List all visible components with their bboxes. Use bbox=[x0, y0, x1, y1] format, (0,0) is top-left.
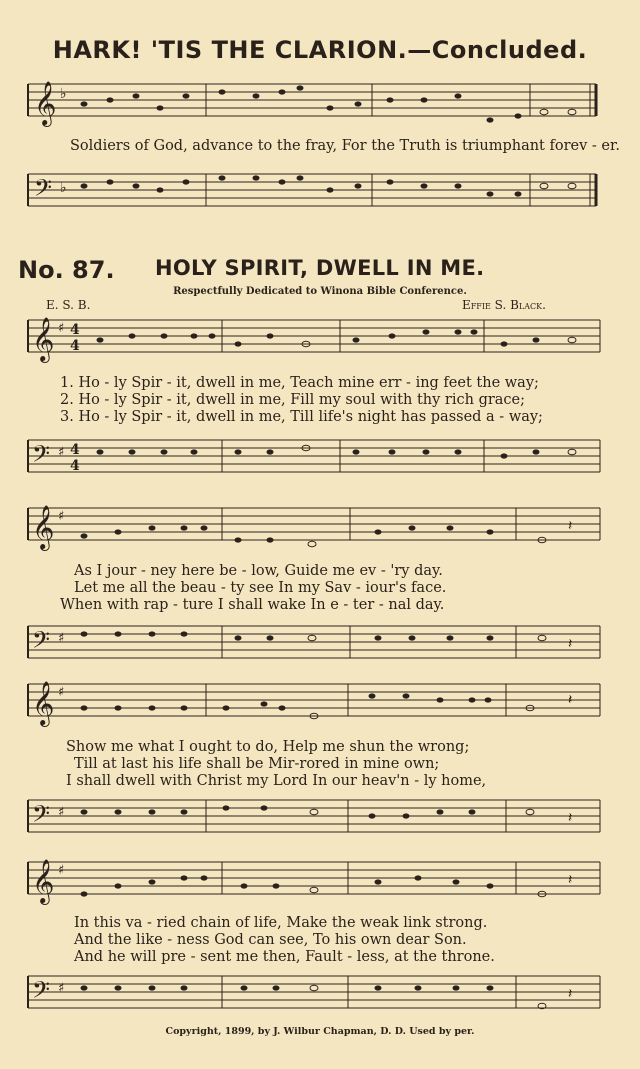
svg-text:𝄢: 𝄢 bbox=[32, 976, 51, 1009]
svg-text:♯: ♯ bbox=[58, 445, 65, 460]
svg-text:𝄢: 𝄢 bbox=[34, 174, 53, 207]
svg-text:𝄢: 𝄢 bbox=[32, 626, 51, 659]
svg-text:𝄞: 𝄞 bbox=[32, 681, 55, 725]
svg-text:𝄢: 𝄢 bbox=[32, 440, 51, 473]
system-3-treble bbox=[0, 676, 640, 736]
system-1-lyric-1: 1. Ho - ly Spir - it, dwell in me, Teach mine err - ing feet the way; bbox=[60, 375, 539, 391]
staff-svg bbox=[0, 790, 640, 850]
system-4-lyric-2: And the like - ness God can see, To his own dear Son. bbox=[74, 932, 467, 948]
svg-text:♯: ♯ bbox=[58, 631, 65, 646]
svg-text:𝄽: 𝄽 bbox=[568, 518, 573, 534]
svg-text:♭: ♭ bbox=[60, 86, 67, 102]
staff-svg bbox=[0, 966, 640, 1026]
system-4-bass bbox=[0, 966, 640, 1026]
continued-hymn-title: HARK! 'TIS THE CLARION.—Concluded. bbox=[52, 36, 588, 64]
svg-text:4: 4 bbox=[70, 338, 80, 354]
words-by: E. S. B. bbox=[46, 298, 91, 312]
svg-text:𝄞: 𝄞 bbox=[32, 859, 55, 903]
svg-text:♯: ♯ bbox=[58, 321, 65, 336]
treble-staff-svg bbox=[0, 76, 640, 136]
concluded-bass-staff bbox=[0, 164, 640, 224]
system-2-treble bbox=[0, 500, 640, 560]
system-1-lyric-2: 2. Ho - ly Spir - it, dwell in me, Fill my soul with thy rich grace; bbox=[60, 392, 526, 408]
system-2-lyric-3: When with rap - ture I shall wake In e - ter - nal day. bbox=[60, 597, 445, 613]
system-3-lyric-3: I shall dwell with Christ my Lord In our heav'n - ly home, bbox=[66, 773, 487, 789]
svg-text:𝄞: 𝄞 bbox=[34, 81, 57, 125]
svg-text:𝄽: 𝄽 bbox=[568, 810, 573, 826]
system-4-lyric-1: In this va - ried chain of life, Make the weak link strong. bbox=[74, 915, 488, 931]
system-1-treble bbox=[0, 312, 640, 372]
svg-text:𝄽: 𝄽 bbox=[568, 636, 573, 652]
copyright-notice: Copyright, 1899, by J. Wilbur Chapman, D. D. Used by per. bbox=[165, 1026, 475, 1037]
svg-text:𝄽: 𝄽 bbox=[568, 692, 573, 708]
staff-svg bbox=[0, 616, 640, 676]
svg-text:𝄽: 𝄽 bbox=[568, 872, 573, 888]
svg-text:♯: ♯ bbox=[58, 509, 65, 524]
system-4-lyric-3: And he will pre - sent me then, Fault - less, at the throne. bbox=[74, 949, 495, 965]
concluded-lyric: Soldiers of God, advance to the fray, For the Truth is triumphant forev - er. bbox=[70, 138, 620, 154]
system-2-lyric-1: As I jour - ney here be - low, Guide me ev - 'ry day. bbox=[74, 563, 443, 579]
svg-text:𝄽: 𝄽 bbox=[568, 986, 573, 1002]
svg-text:𝄞: 𝄞 bbox=[32, 505, 55, 549]
dedication: Respectfully Dedicated to Winona Bible Conference. bbox=[173, 286, 467, 297]
svg-text:4: 4 bbox=[70, 442, 80, 458]
hymn-title: HOLY SPIRIT, DWELL IN ME. bbox=[155, 256, 485, 280]
svg-text:4: 4 bbox=[70, 322, 80, 338]
svg-text:♭: ♭ bbox=[60, 180, 67, 196]
bass-staff-svg bbox=[0, 164, 640, 224]
staff-svg bbox=[0, 500, 640, 560]
staff-svg bbox=[0, 430, 640, 490]
staff-svg bbox=[0, 312, 640, 372]
hymn-number: No. 87. bbox=[18, 256, 115, 284]
system-4-treble bbox=[0, 854, 640, 914]
svg-text:♯: ♯ bbox=[58, 685, 65, 700]
system-2-lyric-2: Let me all the beau - ty see In my Sav - iour's face. bbox=[74, 580, 447, 596]
svg-text:𝄢: 𝄢 bbox=[32, 800, 51, 833]
system-3-lyric-1: Show me what I ought to do, Help me shun the wrong; bbox=[66, 739, 470, 755]
system-1-bass bbox=[0, 430, 640, 490]
music-by: Effie S. Black. bbox=[462, 298, 546, 312]
svg-text:♯: ♯ bbox=[58, 805, 65, 820]
system-2-bass bbox=[0, 616, 640, 676]
system-1-lyric-3: 3. Ho - ly Spir - it, dwell in me, Till life's night has passed a - way; bbox=[60, 409, 543, 425]
system-3-lyric-2: Till at last his life shall be Mir-rored in mine own; bbox=[74, 756, 440, 772]
svg-text:𝄞: 𝄞 bbox=[32, 317, 55, 361]
staff-svg bbox=[0, 854, 640, 914]
svg-text:♯: ♯ bbox=[58, 981, 65, 996]
svg-text:4: 4 bbox=[70, 458, 80, 474]
svg-text:♯: ♯ bbox=[58, 863, 65, 878]
staff-svg bbox=[0, 676, 640, 736]
concluded-treble-staff bbox=[0, 76, 640, 136]
system-3-bass bbox=[0, 790, 640, 850]
